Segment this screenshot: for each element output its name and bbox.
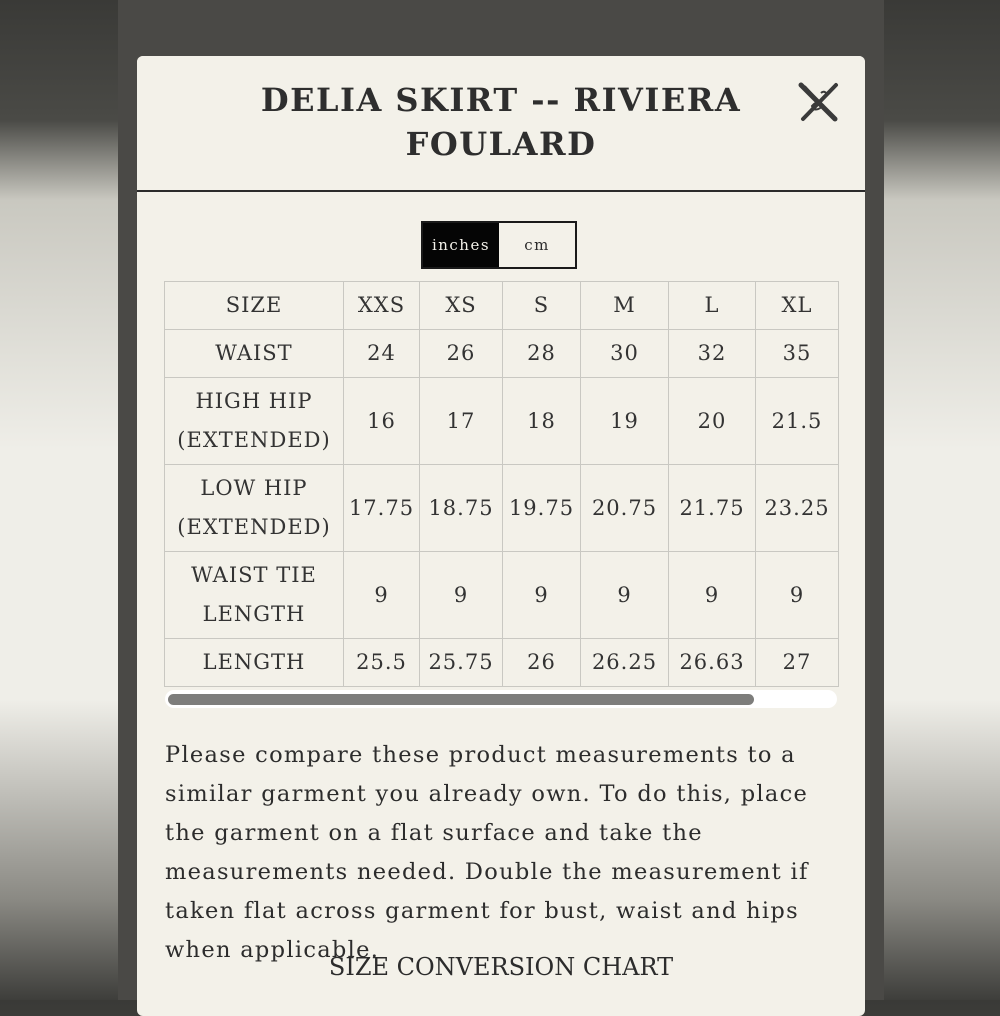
- table-cell: 9: [503, 552, 581, 639]
- table-row: [165, 552, 839, 639]
- close-button[interactable]: [797, 80, 841, 124]
- size-header-cell: SIZE: [165, 282, 344, 330]
- unit-option-cm[interactable]: cm: [499, 223, 575, 267]
- table-row: [165, 330, 839, 378]
- unit-option-inches[interactable]: inches: [423, 223, 499, 267]
- close-x-icon: [797, 80, 841, 124]
- table-cell: 9: [581, 552, 669, 639]
- table-cell: 18.75: [420, 465, 503, 552]
- table-cell: 9: [669, 552, 756, 639]
- modal-title: [217, 78, 785, 166]
- table-header-row: [165, 282, 839, 330]
- modal-header: [137, 56, 865, 192]
- size-table: [164, 281, 839, 687]
- table-cell: 18: [503, 378, 581, 465]
- row-label-line: LENGTH: [202, 650, 306, 674]
- table-cell: 24: [344, 330, 420, 378]
- table-cell: 27: [756, 639, 839, 687]
- table-cell: 26: [503, 639, 581, 687]
- scrollbar-thumb[interactable]: [168, 694, 754, 705]
- size-cell: XL: [756, 282, 839, 330]
- row-label-line: (EXTENDED): [177, 428, 331, 452]
- table-cell: 23.25: [756, 465, 839, 552]
- size-cell: L: [669, 282, 756, 330]
- table-cell: 21.5: [756, 378, 839, 465]
- table-row: [165, 378, 839, 465]
- table-cell: 25.5: [344, 639, 420, 687]
- table-cell: 9: [344, 552, 420, 639]
- table-cell: 19.75: [503, 465, 581, 552]
- table-cell: 17.75: [344, 465, 420, 552]
- row-label-line: HIGH HIP: [195, 389, 313, 413]
- table-cell: 9: [756, 552, 839, 639]
- table-cell: 26.25: [581, 639, 669, 687]
- row-label: [165, 330, 344, 378]
- row-label-line: WAIST: [215, 341, 293, 365]
- table-cell: 9: [420, 552, 503, 639]
- row-label: [165, 378, 344, 465]
- table-cell: 30: [581, 330, 669, 378]
- row-label-line: WAIST TIE: [191, 563, 317, 587]
- table-cell: 26: [420, 330, 503, 378]
- table-cell: 20.75: [581, 465, 669, 552]
- modal-title-line-2: FOULARD: [405, 125, 597, 163]
- size-cell: M: [581, 282, 669, 330]
- row-label: [165, 639, 344, 687]
- unit-toggle: [421, 221, 577, 269]
- table-cell: 16: [344, 378, 420, 465]
- measurement-instructions: Please compare these product measurements to a similar garment you already own. To do this, place the garment on a flat surface and take the measurements needed. Double the measurement if taken flat across garment for bust, waist and hips when applicable.: [165, 742, 809, 963]
- table-cell: 20: [669, 378, 756, 465]
- table-cell: 35: [756, 330, 839, 378]
- row-label-line: LOW HIP: [200, 476, 308, 500]
- size-cell: XS: [420, 282, 503, 330]
- size-cell: XXS: [344, 282, 420, 330]
- table-row: [165, 639, 839, 687]
- row-label-line: LENGTH: [202, 602, 306, 626]
- row-label-line: (EXTENDED): [177, 515, 331, 539]
- table-cell: 28: [503, 330, 581, 378]
- table-horizontal-scrollbar[interactable]: [165, 690, 837, 708]
- table-cell: 32: [669, 330, 756, 378]
- size-cell: S: [503, 282, 581, 330]
- table-cell: 25.75: [420, 639, 503, 687]
- row-label: [165, 552, 344, 639]
- size-conversion-chart-heading[interactable]: SIZE CONVERSION CHART: [328, 953, 674, 981]
- table-cell: 17: [420, 378, 503, 465]
- row-label: [165, 465, 344, 552]
- table-row: [165, 465, 839, 552]
- size-guide-modal: [137, 56, 865, 1016]
- table-cell: 21.75: [669, 465, 756, 552]
- table-cell: 19: [581, 378, 669, 465]
- table-cell: 26.63: [669, 639, 756, 687]
- modal-title-line-1: DELIA SKIRT -- RIVIERA: [260, 81, 742, 119]
